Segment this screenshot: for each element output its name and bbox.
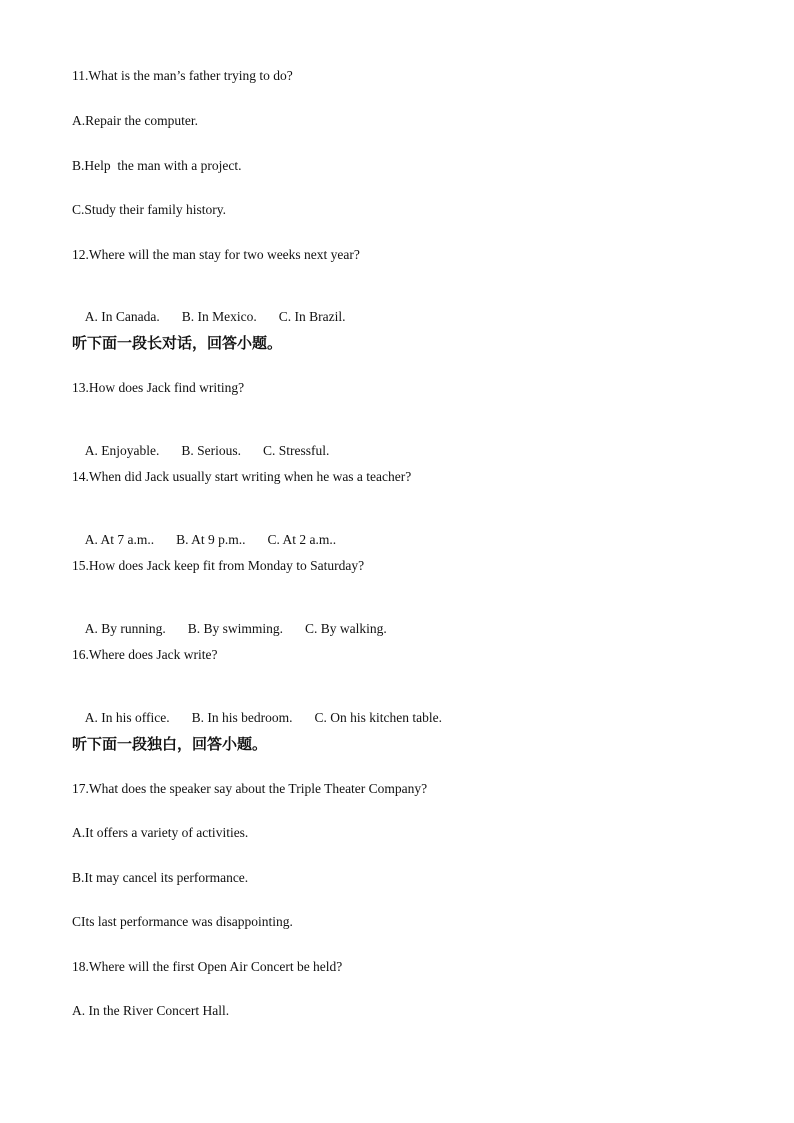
- section-heading-long-dialogue: 听下面一段长对话，回答小题。: [72, 334, 283, 352]
- question-17-option-c: CIts last performance was disappointing.: [72, 914, 293, 929]
- question-11-option-b: B.Help the man with a project.: [72, 158, 242, 173]
- question-16-option-b: B. In his bedroom.: [191, 710, 293, 725]
- question-18-option-a: A. In the River Concert Hall.: [72, 1003, 230, 1018]
- question-12-option-b: B. In Mexico.: [181, 309, 257, 324]
- question-11-option-c: C.Study their family history.: [72, 202, 226, 217]
- question-14-option-b: B. At 9 p.m..: [176, 532, 246, 547]
- question-15: 15.How does Jack keep fit from Monday to Saturday?: [72, 558, 365, 573]
- question-17: 17.What does the speaker say about the Triple Theater Company?: [72, 781, 428, 796]
- question-12: 12.Where will the man stay for two weeks next year?: [72, 247, 360, 262]
- question-13-option-b: B. Serious.: [181, 443, 242, 458]
- question-11-option-a: A.Repair the computer.: [72, 113, 198, 128]
- question-15-option-a: A. By running.: [84, 621, 166, 636]
- question-18: 18.Where will the first Open Air Concert be held?: [72, 959, 343, 974]
- question-14: 14.When did Jack usually start writing when he was a teacher?: [72, 469, 412, 484]
- question-17-option-b: B.It may cancel its performance.: [72, 870, 249, 885]
- question-16: 16.Where does Jack write?: [72, 647, 218, 662]
- question-14-option-a: A. At 7 a.m..: [84, 532, 155, 547]
- question-17-option-a: A.It offers a variety of activities.: [72, 825, 249, 840]
- question-13-option-a: A. Enjoyable.: [84, 443, 160, 458]
- question-13-option-c: C. Stressful.: [263, 443, 330, 458]
- question-16-option-a: A. In his office.: [84, 710, 170, 725]
- question-11: 11.What is the man’s father trying to do?: [72, 68, 293, 83]
- question-14-option-c: C. At 2 a.m..: [267, 532, 337, 547]
- question-16-option-c: C. On his kitchen table.: [314, 710, 442, 725]
- question-12-option-a: A. In Canada.: [84, 309, 160, 324]
- question-13: 13.How does Jack find writing?: [72, 380, 245, 395]
- question-12-option-c: C. In Brazil.: [278, 309, 346, 324]
- section-heading-monologue: 听下面一段独白，回答小题。: [72, 735, 268, 753]
- question-15-option-b: B. By swimming.: [187, 621, 284, 636]
- question-15-option-c: C. By walking.: [305, 621, 387, 636]
